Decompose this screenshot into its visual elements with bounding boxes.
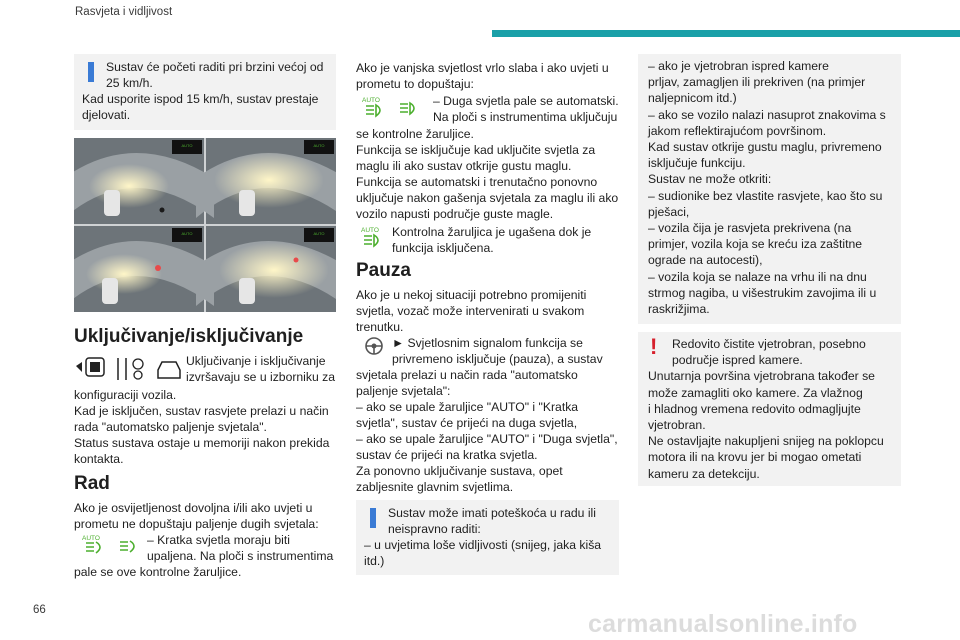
- illustration-badge-label: AUTO: [181, 143, 193, 148]
- box-text-line: kameru za detekciju.: [648, 466, 760, 481]
- settings-icons: [74, 354, 182, 384]
- box-text-line: vjetrobran.: [648, 418, 706, 432]
- high-beam-warning-icons: [360, 96, 424, 120]
- box-text-line: isključuje funkciju.: [648, 156, 746, 171]
- box-text-line: Sustav ne može otkriti:: [648, 172, 772, 187]
- info-line: djelovati.: [82, 108, 131, 122]
- on-off-text-line: izvršavaju se u izborniku za: [186, 370, 336, 384]
- box-text-line: jakom reflektirajućom površinom.: [648, 123, 827, 138]
- col2-text-line: Funkcija se automatski i trenutačno ponovno: [356, 175, 598, 189]
- col2-text-line: Kontrolna žaruljica je ugašena dok je: [392, 225, 592, 239]
- info-line: Sustav će početi raditi pri brzini većoj od: [106, 60, 324, 74]
- box-text-line: raskrižjima.: [648, 302, 710, 316]
- steering-wheel-icon: [362, 335, 386, 362]
- info-box-speed: [74, 54, 336, 130]
- info-box-limits: [356, 500, 619, 575]
- pause-text-line: Za ponovno uključivanje sustava, opet: [356, 464, 563, 478]
- info-line: itd.): [364, 554, 385, 568]
- pause-text-line: svjetla, vozač može intervenirati u svakom: [356, 304, 585, 318]
- operation-text-line: upaljena. Na ploči s instrumentima: [147, 549, 334, 563]
- box-text-line: naljepnicom itd.): [648, 91, 737, 106]
- box-text-line: primjer, vozila koja se kreću iza zaštitne: [648, 237, 863, 252]
- pause-text-line: svjetla", sustav će prijeći na duga svjetla,: [356, 416, 578, 430]
- illustration-svg: [74, 138, 336, 312]
- pause-text-line: paljenje svjetala":: [356, 384, 451, 398]
- box-text-line: Unutarnja površina vjetrobrana također se: [648, 369, 875, 384]
- svg-text:AUTO: AUTO: [362, 97, 380, 104]
- auto-low-beam-icons: [80, 534, 140, 563]
- pause-text-line: trenutku.: [356, 320, 404, 334]
- info-line: – u uvjetima loše vidljivosti (snijeg, jaka kiša: [364, 538, 602, 552]
- col2-text-line: prometu to dopuštaju:: [356, 77, 474, 91]
- col2-text-line: maglu ili ako sustav otkrije gustu maglu.: [356, 159, 572, 173]
- col2-text-line: Ako je vanjska svjetlost vrlo slaba i ako uvjeti u: [356, 61, 609, 75]
- info-line: 25 km/h.: [106, 76, 153, 90]
- on-off-text-line: konfiguraciji vozila.: [74, 388, 177, 402]
- page-number: 66: [33, 604, 46, 616]
- info-line: Sustav može imati poteškoća u radu ili: [388, 506, 596, 520]
- box-text-line: – ako se vozilo nalazi nasuprot znakovima s: [648, 107, 886, 122]
- illustration-badge-label: AUTO: [181, 231, 193, 236]
- operation-text-line: – Kratka svjetla moraju biti: [147, 533, 290, 547]
- box-text-line: i hladnog vremena redovito odmagljujte: [648, 401, 861, 416]
- box-text-line: prljav, zamagljen ili prekriven (na primjer: [648, 75, 866, 90]
- pause-text-line: Ako je u nekoj situaciji potrebno promijeniti: [356, 288, 587, 302]
- box-text-line: – vozila čija je rasvjeta prekrivena (na: [648, 221, 852, 235]
- col2-text-line: Funkcija se isključuje kad uključite svjetla za: [356, 143, 596, 157]
- col2-text-line: Na ploči s instrumentima uključuju: [433, 110, 618, 124]
- on-off-text-line: Status sustava ostaje u memoriji nakon prekida: [74, 436, 330, 450]
- box-text-line: Redovito čistite vjetrobran, posebno: [672, 337, 866, 351]
- col2-text-line: uključuje nakon gašenja svjetala za maglu ili ako: [356, 191, 619, 205]
- flash-lights-icon: [362, 335, 386, 357]
- box-text-line: – vozila koja se nalaze na vrhu ili na dnu: [648, 269, 867, 284]
- on-off-text-line: rada "automatsko paljenje svjetala".: [74, 420, 267, 434]
- auto-off-icon: [360, 226, 386, 255]
- info-icon: [370, 508, 376, 528]
- col2-text-line: se kontrolne žaruljice.: [356, 127, 474, 141]
- on-off-text-line: Kad je isključen, sustav rasvjete prelazi u način: [74, 404, 329, 418]
- operation-text-line: Ako je osvijetljenost dovoljna i/ili ako uvjeti u: [74, 501, 313, 515]
- low-beam-warning-icons: [80, 534, 140, 558]
- section-title-on-off: Uključivanje/isključivanje: [74, 326, 304, 347]
- pause-text-line: privremeno isključuje (pauza), a sustav: [392, 352, 603, 366]
- info-box-continued: [638, 54, 901, 324]
- illustration-badge-label: AUTO: [313, 231, 325, 236]
- box-text-line: Kad sustav otkrije gustu maglu, privremeno: [648, 140, 882, 154]
- operation-text-line: prometu ne dopuštaju paljenje dugih svjetala:: [74, 517, 319, 531]
- box-text-line: – sudionike bez vlastite rasvjete, kao što su: [648, 188, 883, 203]
- box-text-line: – ako je vjetrobran ispred kamere: [648, 59, 829, 73]
- svg-text:AUTO: AUTO: [82, 535, 100, 542]
- watermark: carmanualsonline.info: [588, 610, 858, 638]
- operation-text-line: pale se ove kontrolne žaruljice.: [74, 565, 242, 579]
- page-header-title: Rasvjeta i vidljivost: [75, 6, 173, 18]
- box-text-line: pješaci,: [648, 204, 690, 219]
- on-off-text-line: Uključivanje i isključivanje: [186, 354, 326, 368]
- col2-text-line: funkcija isključena.: [392, 241, 494, 255]
- headlamp-illustration: [74, 138, 336, 312]
- illustration-badge-label: AUTO: [313, 143, 325, 148]
- col2-text-line: vozilo napusti područje guste magle.: [356, 207, 554, 221]
- auto-lamp-icon: [360, 226, 386, 250]
- auto-high-beam-icons: [360, 96, 424, 125]
- box-text-line: područje ispred kamere.: [672, 353, 803, 368]
- on-off-text-line: kontakta.: [74, 452, 124, 466]
- on-off-icons: [74, 354, 182, 389]
- col2-text-line: – Duga svjetla pale se automatski.: [433, 94, 619, 108]
- box-text-line: ograde na autocesti),: [648, 253, 763, 268]
- pause-text-line: ► Svjetlosnim signalom funkcija se: [392, 336, 583, 350]
- warning-icon: !: [650, 334, 658, 359]
- box-text-line: strmog nagiba, u višestrukim zavojima ili u: [648, 285, 877, 300]
- section-title-pause: Pauza: [356, 260, 411, 281]
- pause-text-line: sustav će prijeći na kratka svjetla.: [356, 448, 538, 462]
- pause-text-line: zabljesnite glavnim svjetlima.: [356, 480, 514, 494]
- box-text-line: može zamagliti oko kamere. Za vlažnog: [648, 385, 863, 400]
- info-line: neispravno raditi:: [388, 522, 481, 536]
- section-title-operation: Rad: [74, 473, 110, 494]
- box-text-line: motora ili na krovu jer bi mogao ometati: [648, 450, 862, 465]
- warning-box: [638, 332, 901, 486]
- header-accent-bar: [492, 30, 960, 37]
- pause-text-line: – ako se upale žaruljice "AUTO" i "Duga svjetla",: [356, 432, 618, 446]
- svg-text:AUTO: AUTO: [361, 227, 379, 234]
- info-icon: [88, 62, 94, 82]
- info-line: Kad usporite ispod 15 km/h, sustav prestaje: [82, 92, 319, 106]
- pause-text-line: – ako se upale žaruljice "AUTO" i "Kratka: [356, 400, 579, 414]
- box-text-line: Ne ostavljajte nakupljeni snijeg na poklopcu: [648, 434, 884, 449]
- pause-text-line: svjetala prelazi u način rada "automatsko: [356, 368, 578, 382]
